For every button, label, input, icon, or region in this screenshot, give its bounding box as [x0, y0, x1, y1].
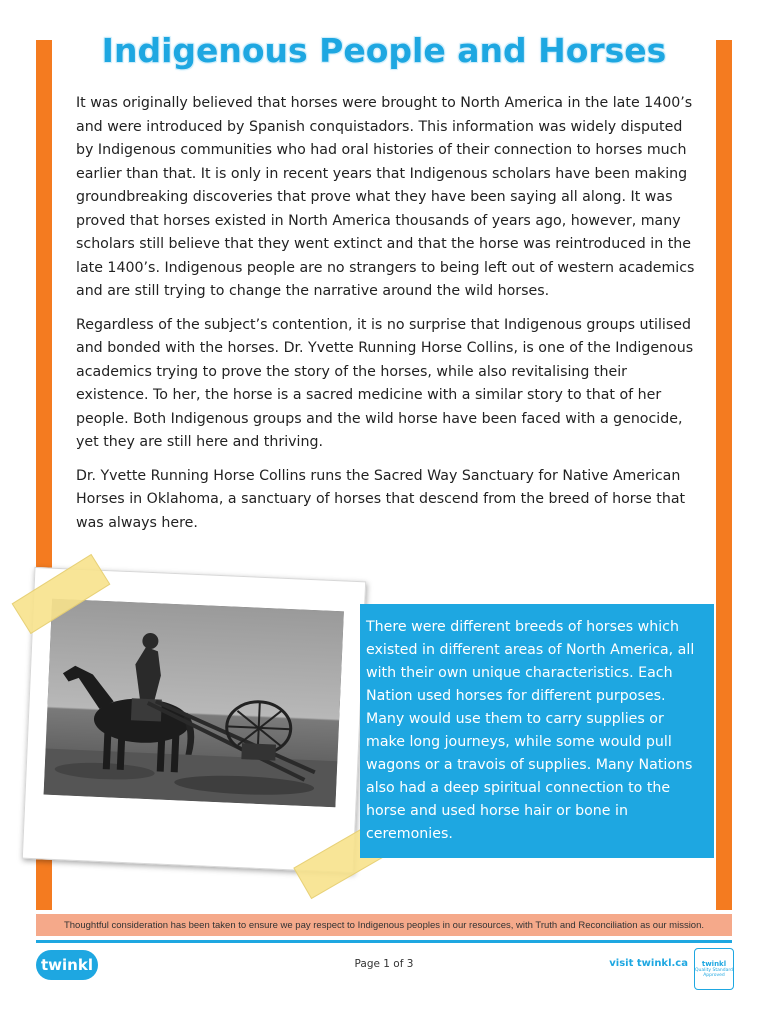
- article-body: [76, 92, 698, 545]
- badge-brand: twinkl: [701, 960, 727, 968]
- page-title: Indigenous People and Horses: [101, 30, 667, 70]
- paragraph-1: It was originally believed that horses were brought to North America in the late 1400’s and were introduced by Spanish conquistadors. This information was widely disputed by Indigenous communities who had oral histories of their connection to horses much earlier than that. It is only in recent years that Indigenous scholars have been making groundbreaking discoveries that prove what they have been saying all along. It was proved that horses existed in North America thousands of years ago, however, many scholars still believe that they went extinct and that the horse was reintroduced in the late 1400’s. Indigenous people are no strangers to being left out of western academics and are still trying to change the narrative around the wild horses.: [76, 95, 695, 299]
- notice-text: Thoughtful consideration has been taken to ensure we pay respect to Indigenous peoples in our resources, with Truth and Reconciliation as our mission.: [63, 919, 705, 931]
- twinkl-logo[interactable]: [36, 950, 98, 980]
- info-box-text: There were different breeds of horses which existed in different areas of North America, all with their own unique characteristics. Each Nation used horses for different purposes. Many would use them to carry supplies or make long journeys, while some would pull wagons or a travois of supplies. Many Nations also had a deep spiritual connection to the horse and used horse hair or bone in ceremonies.: [366, 619, 695, 842]
- respect-notice: [36, 914, 732, 936]
- paragraph-2: Regardless of the subject’s contention, it is no surprise that Indigenous groups utilised and bonded with the horses. Dr. Yvette Running Horse Collins, is one of the Indigenous academics trying to prove the story of the horses, while also revitalising their existence. To her, the horse is a sacred medicine with a similar story to that of her people. Both Indigenous groups and the wild horse have been faced with a genocide, yet they are still here and thriving.: [76, 316, 694, 450]
- title-banner: [98, 26, 670, 74]
- horse-travois-photo-icon: [44, 599, 344, 808]
- archival-photo: [44, 599, 344, 808]
- quality-badge-icon: [694, 948, 734, 990]
- visit-link[interactable]: visit twinkl.ca: [609, 958, 688, 969]
- logo-text: twinkl: [41, 956, 93, 974]
- badge-text: Quality Standard Approved: [695, 968, 733, 978]
- paragraph-3: Dr. Yvette Running Horse Collins runs the Sacred Way Sanctuary for Native American Horses in Oklahoma, a sanctuary of horses that descend from the breed of horse that was always here.: [76, 467, 686, 531]
- page-number: Page 1 of 3: [354, 958, 414, 970]
- footer-divider: [36, 940, 732, 943]
- photo-card: [22, 567, 366, 873]
